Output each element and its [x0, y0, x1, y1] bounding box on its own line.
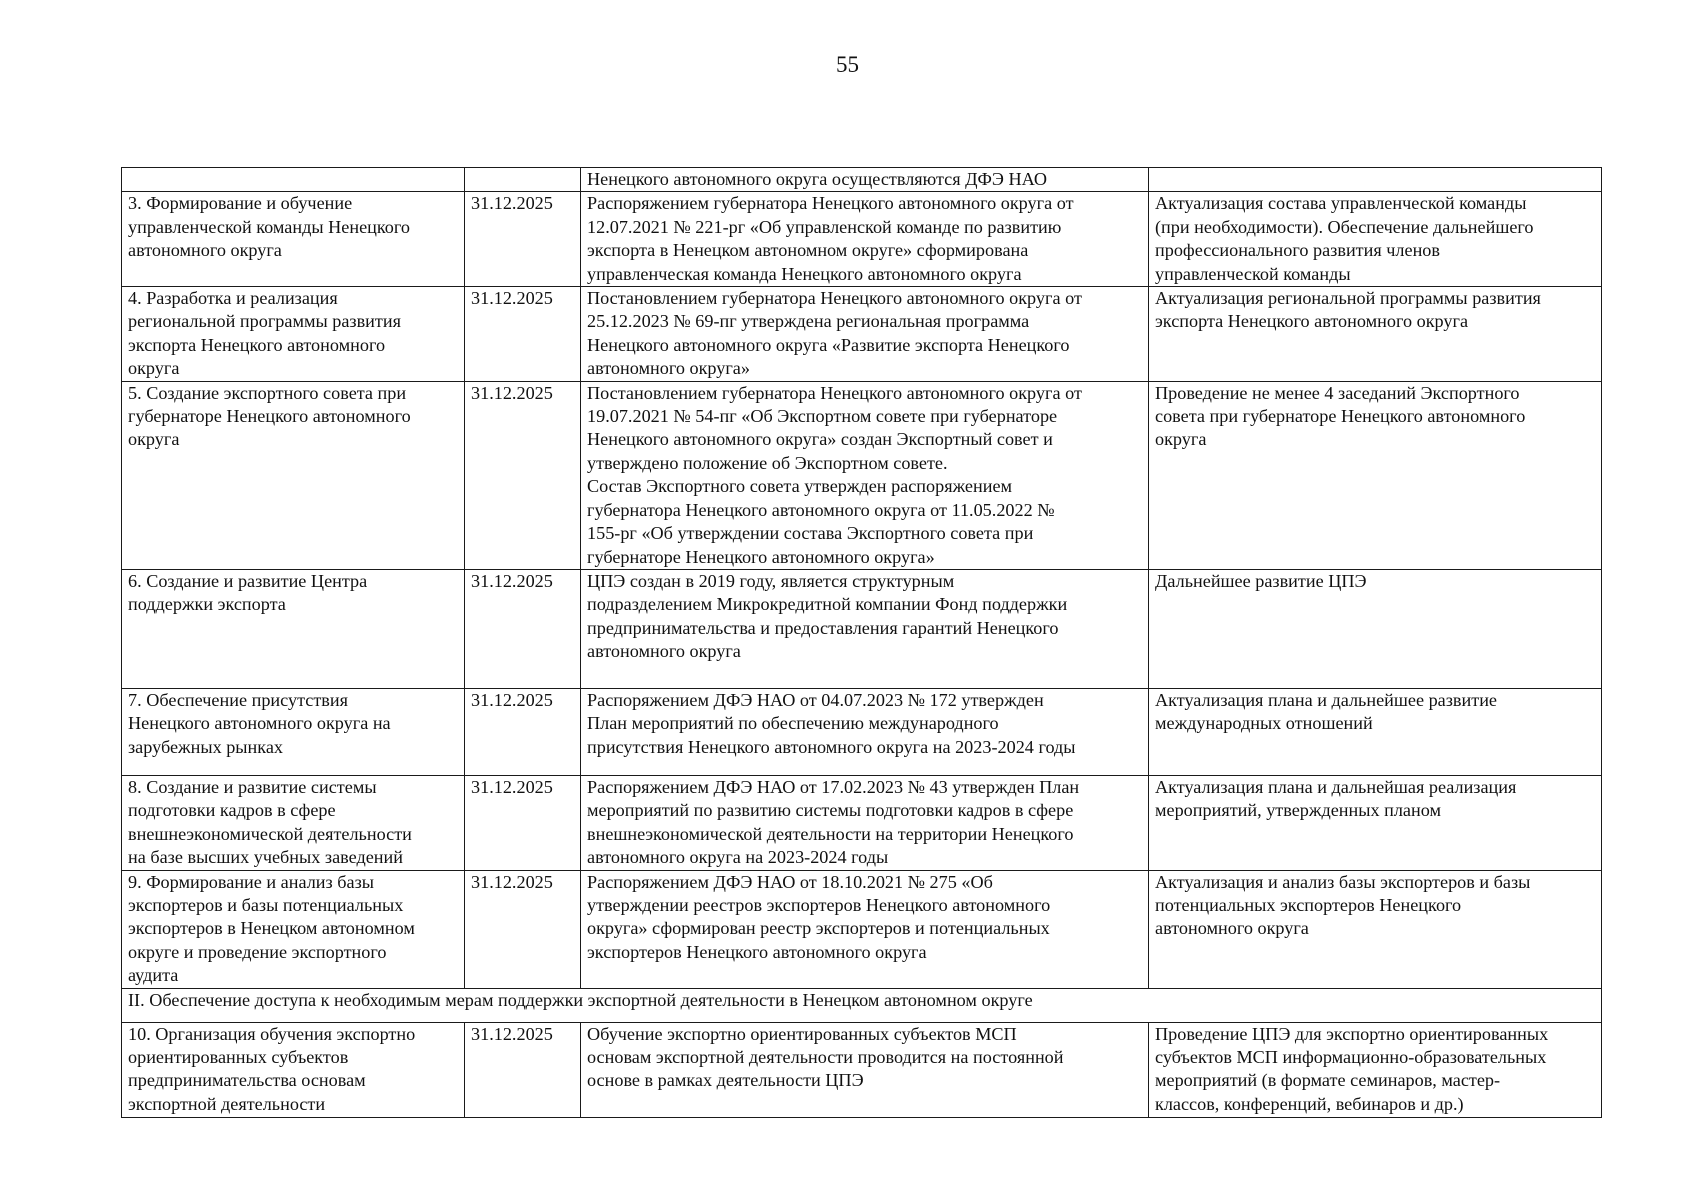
result-cell: Актуализация плана и дальнейшее развитие международных отношений [1149, 688, 1602, 775]
status-cell: Обучение экспортно ориентированных субъектов МСП основам экспортной деятельности проводится на постоянной основе в рамках деятельности ЦПЭ [581, 1022, 1149, 1117]
result-cell: Дальнейшее развитие ЦПЭ [1149, 569, 1602, 688]
table-row [122, 1022, 1602, 1117]
result-cell: Проведение не менее 4 заседаний Экспортного совета при губернаторе Ненецкого автономного округа [1149, 381, 1602, 569]
status-cell: Распоряжением губернатора Ненецкого автономного округа от 12.07.2021 № 221-рг «Об управленской команде по развитию экспорта в Ненецком автономном округе» сформирована управленческая команда Ненецкого автономного округа [581, 192, 1149, 287]
deadline-cell [465, 168, 581, 192]
table-row [122, 168, 1602, 192]
result-cell [1149, 168, 1602, 192]
activity-cell: 8. Создание и развитие системы подготовки кадров в сфере внешнеэкономической деятельности на базе высших учебных заведений [122, 775, 465, 870]
activity-cell: 7. Обеспечение присутствия Ненецкого автономного округа на зарубежных рынках [122, 688, 465, 775]
result-cell: Актуализация состава управленческой команды (при необходимости). Обеспечение дальнейшего профессионального развития членов управленческой команды [1149, 192, 1602, 287]
result-cell: Актуализация и анализ базы экспортеров и базы потенциальных экспортеров Ненецкого автономного округа [1149, 870, 1602, 988]
table-row [122, 775, 1602, 870]
page-number: 55 [836, 52, 859, 77]
activity-cell: 6. Создание и развитие Центра поддержки экспорта [122, 569, 465, 688]
activity-cell [122, 168, 465, 192]
table-row [122, 688, 1602, 775]
result-cell: Актуализация плана и дальнейшая реализация мероприятий, утвержденных планом [1149, 775, 1602, 870]
status-cell: Ненецкого автономного округа осуществляются ДФЭ НАО [581, 168, 1149, 192]
table-row [122, 192, 1602, 287]
table-row [122, 287, 1602, 382]
deadline-cell: 31.12.2025 [465, 569, 581, 688]
deadline-cell: 31.12.2025 [465, 688, 581, 775]
deadline-cell: 31.12.2025 [465, 192, 581, 287]
deadline-cell: 31.12.2025 [465, 287, 581, 382]
deadline-cell: 31.12.2025 [465, 1022, 581, 1117]
status-cell: ЦПЭ создан в 2019 году, является структурным подразделением Микрокредитной компании Фонд поддержки предпринимательства и предоставления гарантий Ненецкого автономного округа [581, 569, 1149, 688]
activity-cell: 4. Разработка и реализация региональной программы развития экспорта Ненецкого автономного округа [122, 287, 465, 382]
status-cell: Распоряжением ДФЭ НАО от 18.10.2021 № 275 «Об утверждении реестров экспортеров Ненецкого автономного округа» сформирован реестр экспортеров и потенциальных экспортеров Ненецкого автономного округа [581, 870, 1149, 988]
status-cell: Постановлением губернатора Ненецкого автономного округа от 19.07.2021 № 54-пг «Об Экспортном совете при губернаторе Ненецкого автономного округа» создан Экспортный совет и утверждено положение об Экспортном совете. Состав Экспортного совета утвержден распоряжением губернатора Ненецкого автономного округа от 11.05.2022 № 155-рг «Об утверждении состава Экспортного совета при губернаторе Ненецкого автономного округа» [581, 381, 1149, 569]
deadline-cell: 31.12.2025 [465, 775, 581, 870]
section-heading: II. Обеспечение доступа к необходимым мерам поддержки экспортной деятельности в Ненецком автономном округе [122, 988, 1602, 1022]
table-row [122, 381, 1602, 569]
section-row [122, 988, 1602, 1022]
deadline-cell: 31.12.2025 [465, 870, 581, 988]
result-cell: Актуализация региональной программы развития экспорта Ненецкого автономного округа [1149, 287, 1602, 382]
status-cell: Постановлением губернатора Ненецкого автономного округа от 25.12.2023 № 69-пг утверждена региональная программа Ненецкого автономного округа «Развитие экспорта Ненецкого автономного округа» [581, 287, 1149, 382]
activity-cell: 3. Формирование и обучение управленческой команды Ненецкого автономного округа [122, 192, 465, 287]
activity-cell: 9. Формирование и анализ базы экспортеров и базы потенциальных экспортеров в Ненецком автономном округе и проведение экспортного аудита [122, 870, 465, 988]
activity-cell: 10. Организация обучения экспортно ориентированных субъектов предпринимательства основам экспортной деятельности [122, 1022, 465, 1117]
result-cell: Проведение ЦПЭ для экспортно ориентированных субъектов МСП информационно-образовательных мероприятий (в формате семинаров, мастер- классов, конференций, вебинаров и др.) [1149, 1022, 1602, 1117]
table-row [122, 870, 1602, 988]
table-row [122, 569, 1602, 688]
measures-table [121, 167, 1602, 1118]
status-cell: Распоряжением ДФЭ НАО от 04.07.2023 № 172 утвержден План мероприятий по обеспечению международного присутствия Ненецкого автономного округа на 2023-2024 годы [581, 688, 1149, 775]
deadline-cell: 31.12.2025 [465, 381, 581, 569]
status-cell: Распоряжением ДФЭ НАО от 17.02.2023 № 43 утвержден План мероприятий по развитию системы подготовки кадров в сфере внешнеэкономической деятельности на территории Ненецкого автономного округа на 2023-2024 годы [581, 775, 1149, 870]
activity-cell: 5. Создание экспортного совета при губернаторе Ненецкого автономного округа [122, 381, 465, 569]
